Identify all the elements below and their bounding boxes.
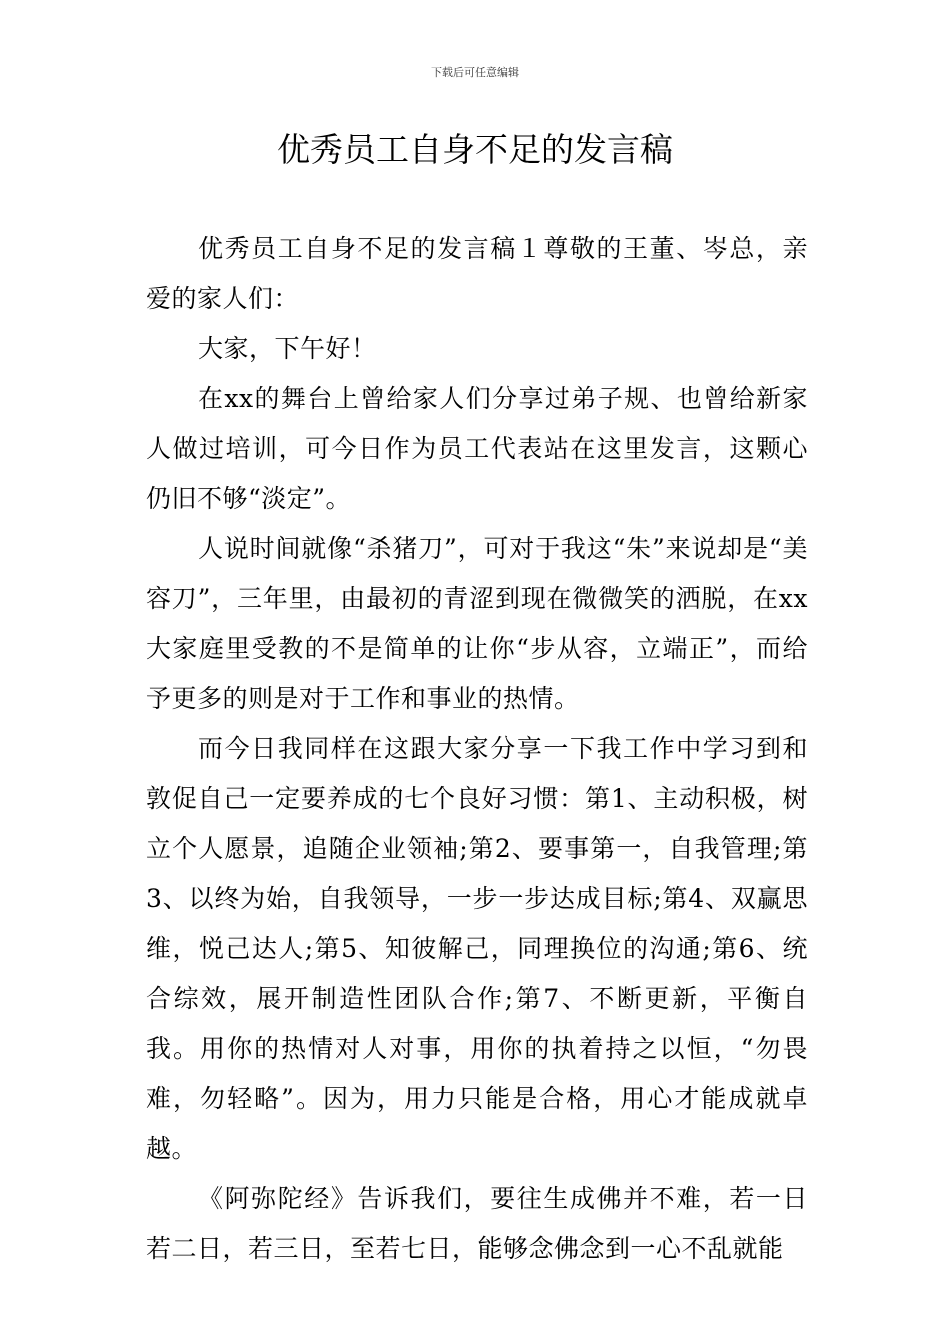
paragraph-time: 人说时间就像“杀猪刀”，可对于我这“朱”来说却是“美容刀”，三年里，由最初的青涩到现在微微笑的洒脱，在xx大家庭里受教的不是简单的让你“步从容，立端正”，而给予更多的则是对于工作和事业的热情。: [146, 534, 808, 713]
document-body: [146, 224, 808, 1274]
document-title: 优秀员工自身不足的发言稿: [277, 130, 673, 169]
paragraph-habits: 而今日我同样在这跟大家分享一下我工作中学习到和敦促自己一定要养成的七个良好习惯：第1、主动积极，树立个人愿景，追随企业领袖;第2、要事第一，自我管理;第3、以终为始，自我领导，一步一步达成目标;第4、双赢思维，悦己达人;第5、知彼解己，同理换位的沟通;第6、统合综效，展开制造性团队合作;第7、不断更新，平衡自我。用你的热情对人对事，用你的执着持之以恒，“勿畏难，勿轻略”。因为，用力只能是合格，用心才能成就卓越。: [146, 734, 808, 1163]
header-note: 下载后可任意编辑: [431, 66, 519, 79]
paragraph-greeting: 优秀员工自身不足的发言稿１尊敬的王董、岑总，亲爱的家人们：: [146, 234, 808, 313]
paragraph-hello: 大家，下午好！: [198, 334, 377, 363]
paragraph-sutra: 《阿弥陀经》告诉我们，要往生成佛并不难，若一日若二日，若三日，至若七日，能够念佛念到一心不乱就能: [146, 1184, 808, 1263]
paragraph-stage: 在xx的舞台上曾给家人们分享过弟子规、也曾给新家人做过培训，可今日作为员工代表站在这里发言，这颗心仍旧不够“淡定”。: [146, 384, 808, 513]
